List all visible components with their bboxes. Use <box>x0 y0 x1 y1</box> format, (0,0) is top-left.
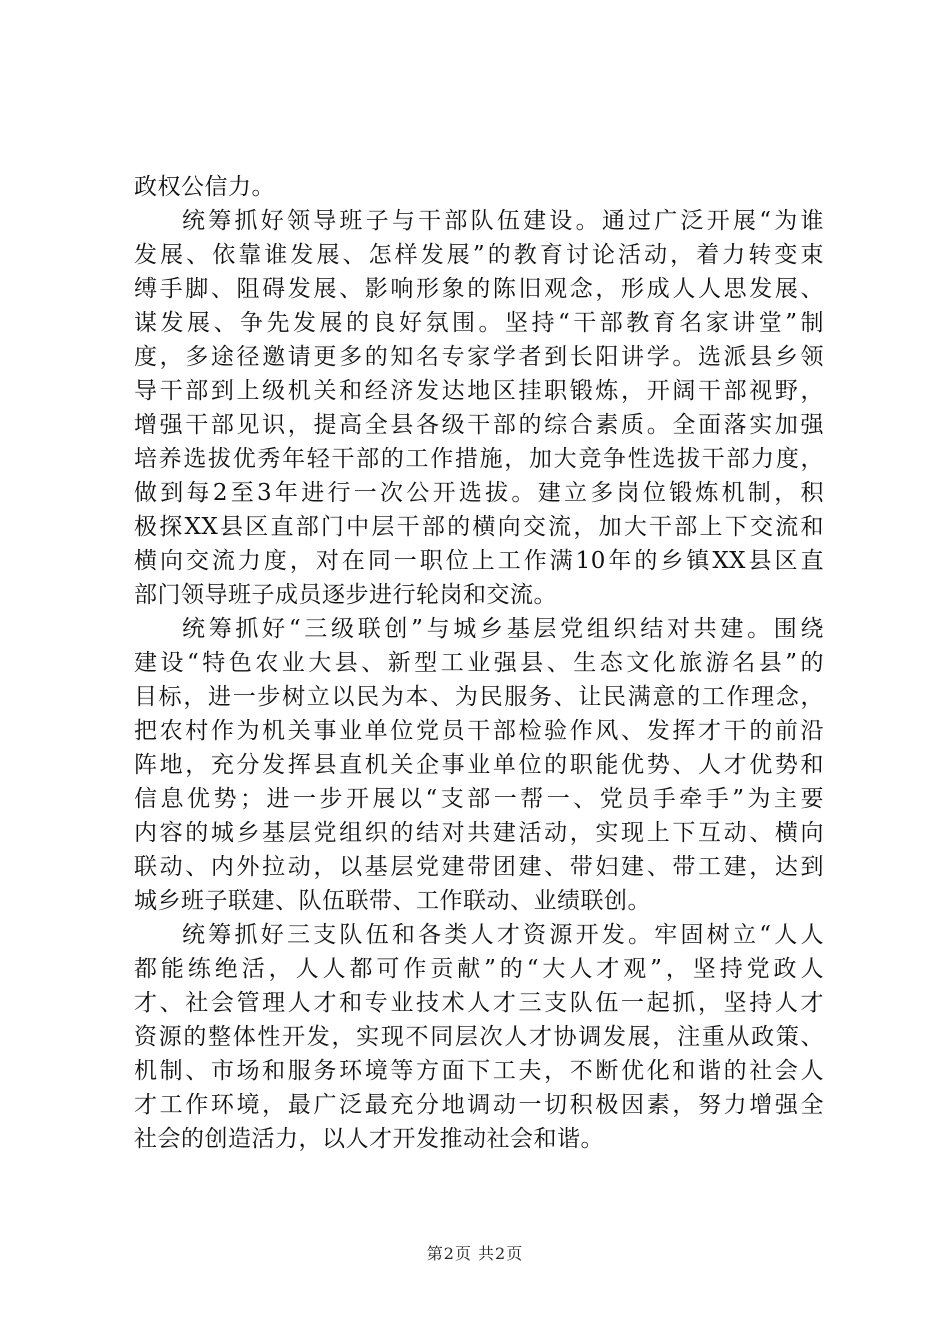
paragraph-line: 极探XX县区直部门中层干部的横向交流，加大干部上下交流和 <box>134 514 824 540</box>
paragraph-line: 阵地，充分发挥县直机关企事业单位的职能优势、人才优势和 <box>134 752 824 778</box>
paragraph-line: 统筹抓好“三级联创”与城乡基层党组织结对共建。围绕 <box>182 616 824 642</box>
paragraph-line: 目标，进一步树立以民为本、为民服务、让民满意的工作理念， <box>134 684 824 710</box>
page-footer: 第2页 共2页 <box>426 1244 524 1263</box>
paragraph-line: 把农村作为机关事业单位党员干部检验作风、发挥才干的前沿 <box>134 718 824 744</box>
paragraph-line: 部门领导班子成员逐步进行轮岗和交流。 <box>134 582 557 608</box>
document-body <box>134 170 824 1156</box>
paragraph-line: 才、社会管理人才和专业技术人才三支队伍一起抓，坚持人才 <box>134 990 824 1016</box>
paragraph-line: 才工作环境，最广泛最充分地调动一切积极因素，努力增强全 <box>134 1092 824 1118</box>
paragraph-line: 内容的城乡基层党组织的结对共建活动，实现上下互动、横向 <box>134 820 824 846</box>
paragraph-line: 度，多途径邀请更多的知名专家学者到长阳讲学。选派县乡领 <box>134 344 824 370</box>
paragraph-line: 城乡班子联建、队伍联带、工作联动、业绩联创。 <box>134 888 651 914</box>
paragraph-line: 都能练绝活，人人都可作贡献”的“大人才观”，坚持党政人 <box>134 956 824 982</box>
paragraph-line: 培养选拔优秀年轻干部的工作措施，加大竞争性选拔干部力度， <box>134 446 824 472</box>
paragraph <box>134 612 824 918</box>
paragraph <box>134 918 824 1156</box>
paragraph-line: 政权公信力。 <box>134 174 275 200</box>
paragraph <box>134 170 824 204</box>
paragraph-line: 横向交流力度，对在同一职位上工作满10年的乡镇XX县区直 <box>134 548 824 574</box>
paragraph-line: 谋发展、争先发展的良好氛围。坚持“干部教育名家讲堂”制 <box>134 310 824 336</box>
paragraph <box>134 204 824 612</box>
paragraph-line: 缚手脚、阻碍发展、影响形象的陈旧观念，形成人人思发展、 <box>134 276 824 302</box>
paragraph-line: 统筹抓好领导班子与干部队伍建设。通过广泛开展“为谁 <box>182 208 824 234</box>
paragraph-line: 导干部到上级机关和经济发达地区挂职锻炼，开阔干部视野， <box>134 378 824 404</box>
paragraph-line: 做到每2至3年进行一次公开选拔。建立多岗位锻炼机制，积 <box>134 480 824 506</box>
paragraph-line: 资源的整体性开发，实现不同层次人才协调发展，注重从政策、 <box>134 1024 824 1050</box>
paragraph-line: 发展、依靠谁发展、怎样发展”的教育讨论活动，着力转变束 <box>134 242 824 268</box>
paragraph-line: 社会的创造活力，以人才开发推动社会和谐。 <box>134 1126 604 1152</box>
paragraph-line: 统筹抓好三支队伍和各类人才资源开发。牢固树立“人人 <box>182 922 824 948</box>
paragraph-line: 机制、市场和服务环境等方面下工夫，不断优化和谐的社会人 <box>134 1058 824 1084</box>
paragraph-line: 联动、内外拉动，以基层党建带团建、带妇建、带工建，达到 <box>134 854 824 880</box>
paragraph-line: 建设“特色农业大县、新型工业强县、生态文化旅游名县”的 <box>134 650 824 676</box>
paragraph-line: 信息优势；进一步开展以“支部一帮一、党员手牵手”为主要 <box>134 786 824 812</box>
paragraph-line: 增强干部见识，提高全县各级干部的综合素质。全面落实加强 <box>134 412 824 438</box>
